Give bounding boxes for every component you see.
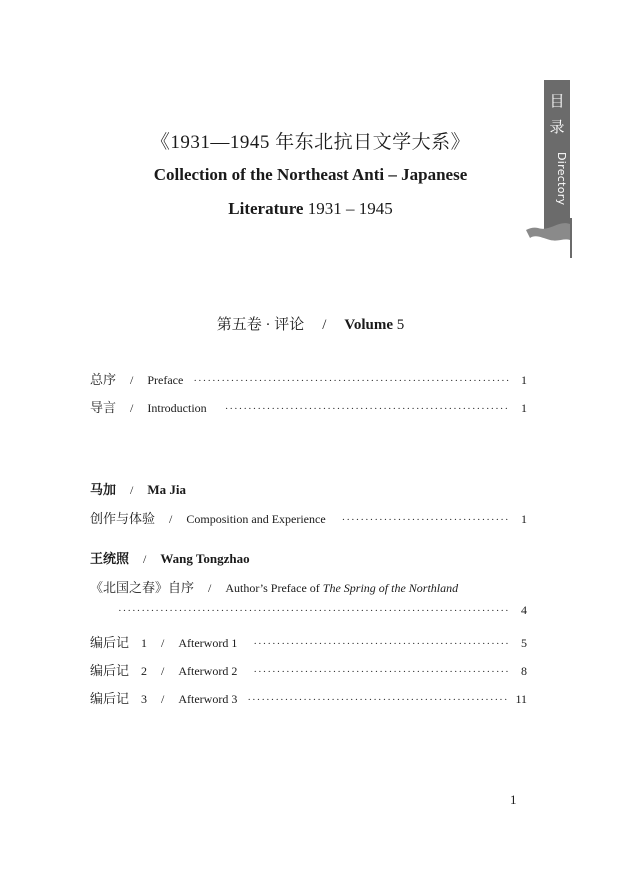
volume-number: 5 [396,317,405,333]
toc-entry-afterword-3[interactable] [90,688,527,708]
toc-leader-dots [253,666,509,678]
toc-entry-english: Preface [147,373,184,387]
toc-leader-dots [253,638,509,650]
toc-entry-authors-preface-continued[interactable] [118,603,527,623]
toc-separator: / [161,692,165,706]
toc-leader-dots [247,694,507,706]
volume-chinese: 第五卷 · 评论 [216,317,305,333]
directory-tab-chinese [544,88,570,140]
toc-page-number: 1 [521,401,527,415]
toc-author-chinese: 王统照 [90,551,130,566]
toc-entry-chinese: 编后记 [90,691,130,706]
toc-entry-chinese: 导言 [90,400,117,415]
toc-page-number: 4 [521,603,527,617]
book-title-years: 1931 – 1945 [307,199,393,218]
toc-separator: / [130,401,134,415]
toc-separator: / [143,552,147,566]
toc-page-number: 5 [521,636,527,650]
toc-leader-dots [225,403,509,415]
toc-entry-english: Composition and Experience [186,512,326,526]
toc-author-english: Wang Tongzhao [160,551,250,566]
toc-entry-preface[interactable] [90,369,527,389]
toc-separator: / [208,581,212,595]
toc-author-wang-tongzhao [90,548,527,568]
toc-page-number: 1 [521,512,527,526]
toc-separator: / [161,636,165,650]
toc-entry-chinese: 编后记 [90,635,130,650]
toc-entry-authors-preface[interactable] [90,577,527,597]
toc-entry-afterword-1[interactable] [90,632,527,652]
toc-entry-number: 1 [141,636,148,650]
toc-entry-composition[interactable] [90,508,527,528]
toc-separator: / [130,373,134,387]
toc-entry-afterword-2[interactable] [90,660,527,680]
toc-entry-english: Afterword 3 [178,692,238,706]
toc-leader-dots [342,514,509,526]
volume-heading [0,313,621,334]
toc-entry-english-italic: The Spring of the Northland [322,581,459,595]
directory-tab-char-1: 目 [549,92,565,110]
toc-entry-number: 3 [141,692,148,706]
toc-author-ma-jia [90,479,527,499]
book-title-english-line2 [0,199,621,219]
toc-page-number: 8 [521,664,527,678]
book-title-english-word: Literature [228,199,304,218]
volume-english: Volume [344,317,394,333]
toc-entry-introduction[interactable] [90,397,527,417]
toc-entry-english: Afterword 2 [178,664,238,678]
toc-separator: / [169,512,173,526]
toc-entry-number: 2 [141,664,148,678]
toc-separator: / [161,664,165,678]
page-number: 1 [510,792,517,807]
toc-entry-english: Author’s Preface of [225,581,323,595]
directory-tab-english: Directory [555,152,568,206]
toc-entry-chinese: 《北国之春》自序 [90,580,195,595]
toc-entry-chinese: 编后记 [90,663,130,678]
directory-tab-char-2: 录 [549,118,565,136]
book-title-chinese: 《1931—1945 年东北抗日文学大系》 [150,132,471,153]
flag-icon [524,218,586,258]
toc-author-english: Ma Jia [147,482,186,497]
toc-separator: / [130,483,134,497]
toc-entry-chinese: 总序 [90,372,117,387]
toc-entry-english: Afterword 1 [178,636,238,650]
toc-leader-dots [118,605,509,617]
toc-leader-dots [193,375,509,387]
toc-entry-chinese: 创作与体验 [90,511,156,526]
toc-author-chinese: 马加 [90,482,117,497]
toc-entry-english: Introduction [147,401,207,415]
book-title-english-line1: Collection of the Northeast Anti – Japanese [153,165,468,184]
toc-page-number: 11 [515,692,527,706]
toc-page-number: 1 [521,373,527,387]
volume-separator: / [322,317,327,333]
